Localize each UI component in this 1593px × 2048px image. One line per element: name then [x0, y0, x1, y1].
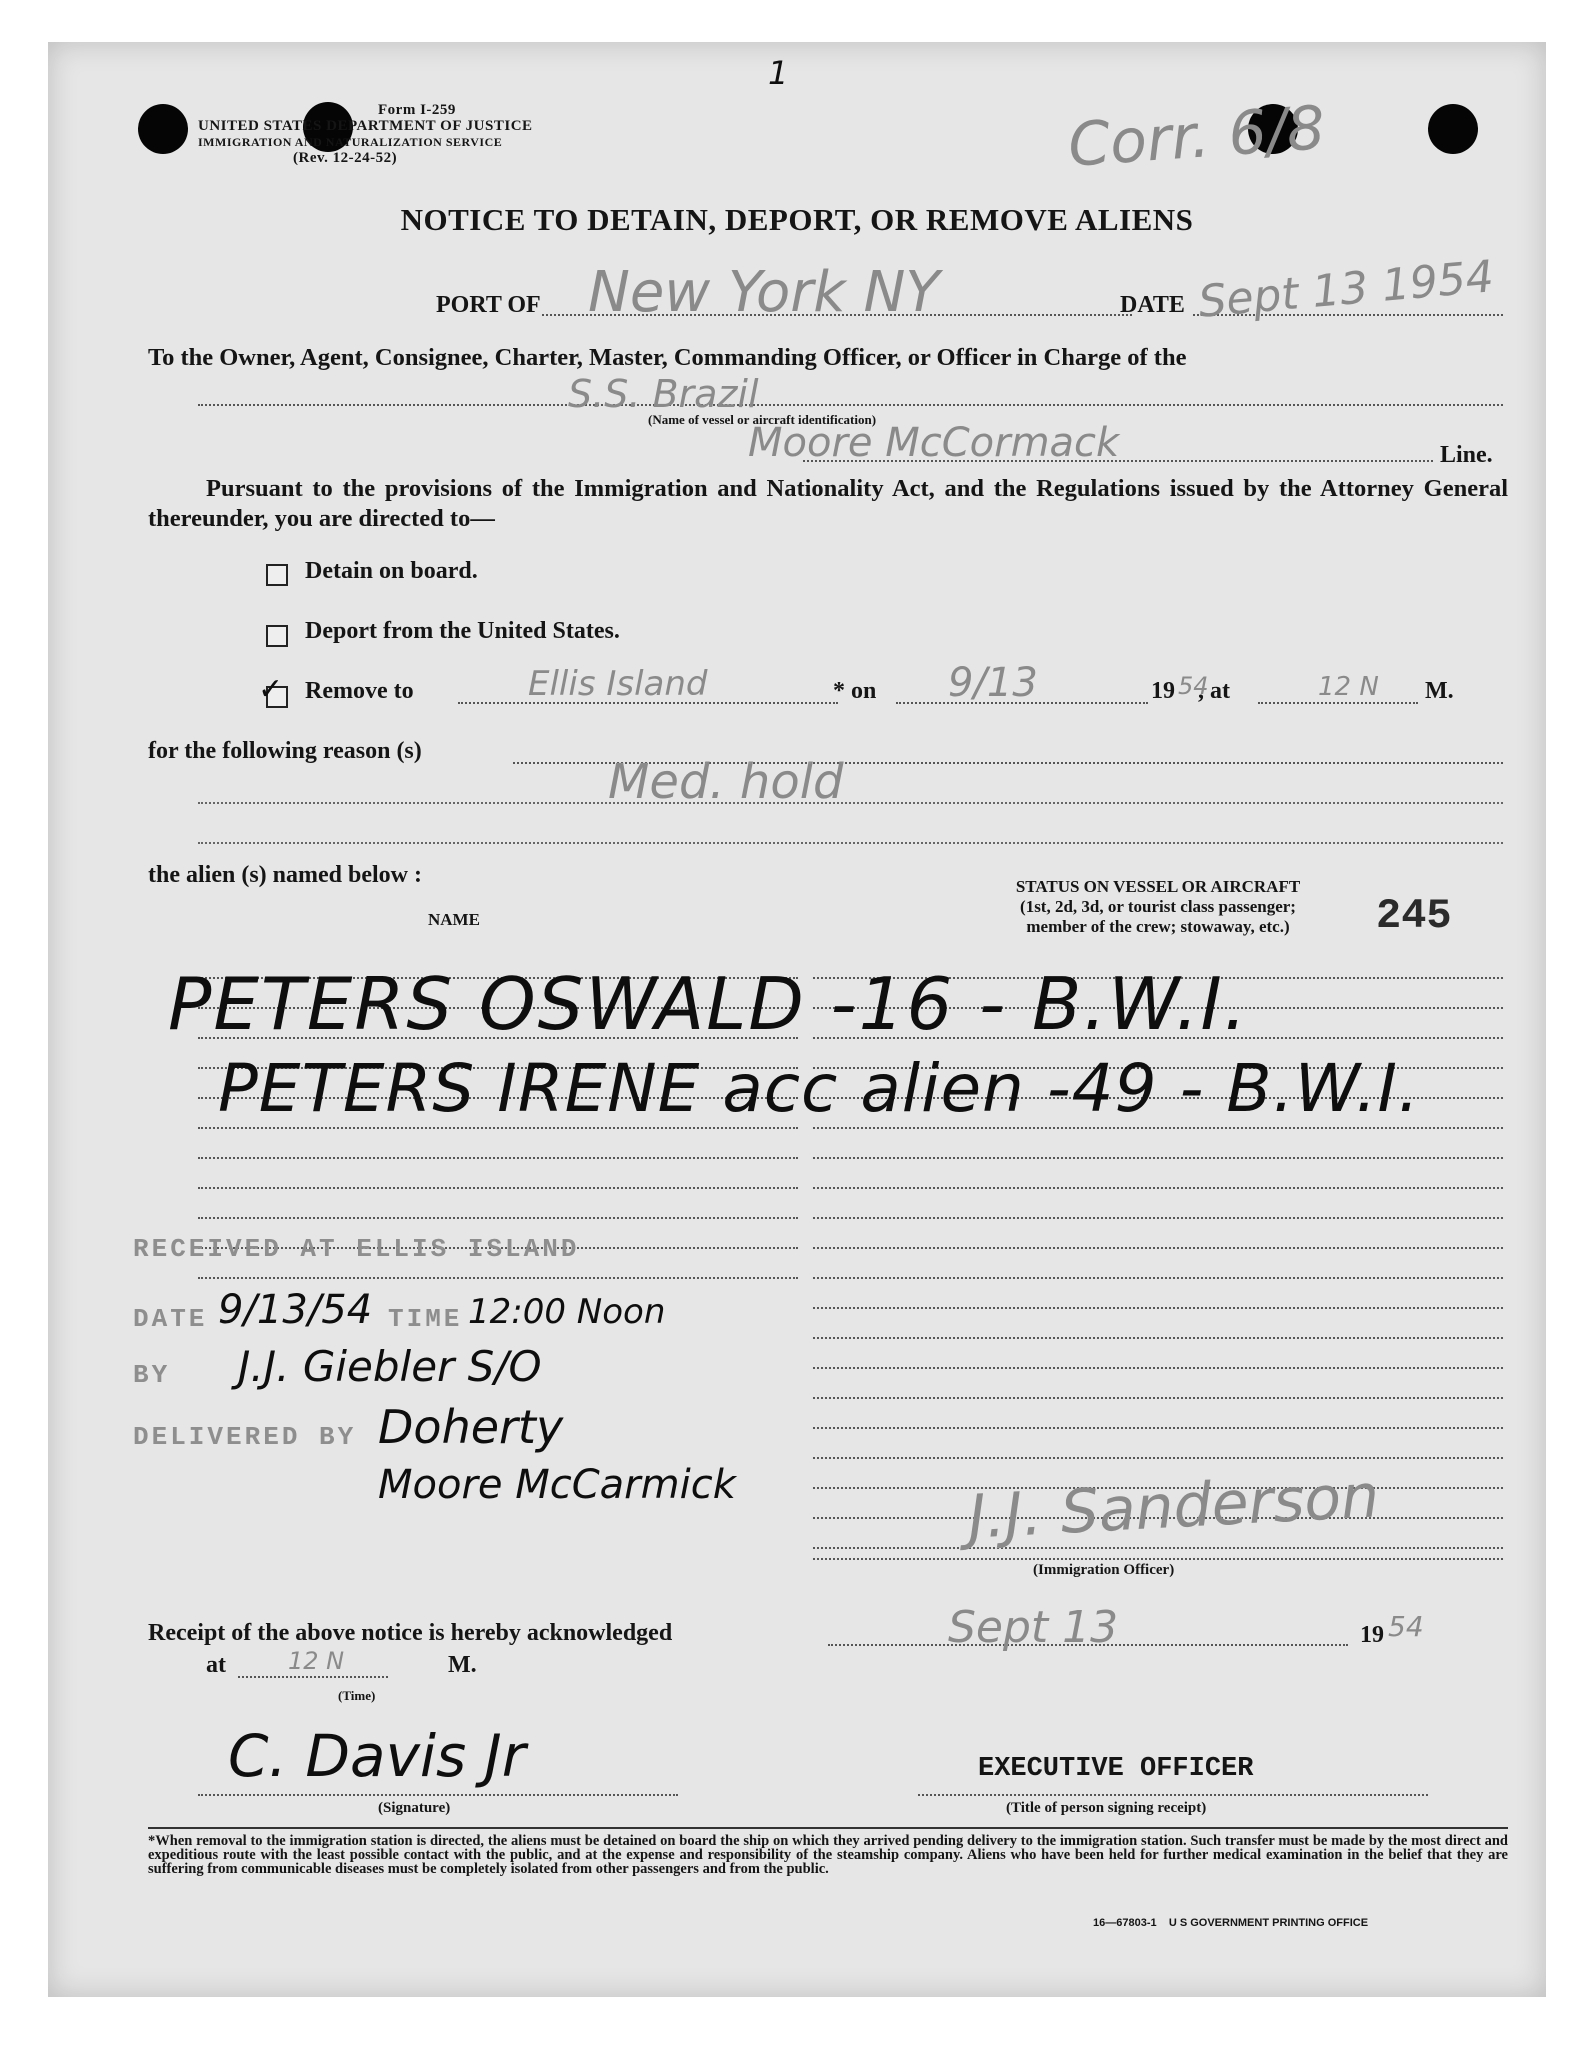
- stamp-date-value: 9/13/54: [218, 1287, 373, 1333]
- on-value: 9/13: [948, 660, 1038, 706]
- form-sheet: [48, 42, 1546, 1997]
- alien-status-row-line: [813, 1187, 1503, 1189]
- receipt-title-value: EXECUTIVE OFFICER: [978, 1754, 1254, 1784]
- stamp-delivered-label: DELIVERED BY: [133, 1422, 357, 1452]
- line-label: Line.: [1440, 442, 1493, 468]
- stamp-date-label: DATE: [133, 1304, 208, 1334]
- corner-note: Corr. 6/8: [1065, 93, 1328, 181]
- status-sub1: (1st, 2d, 3d, or tourist class passenger;: [1020, 897, 1296, 916]
- m-label: M.: [1425, 678, 1454, 704]
- port-label: PORT OF: [436, 292, 541, 318]
- alien-name-row-line: [198, 1157, 798, 1159]
- deport-checkbox[interactable]: [266, 625, 288, 647]
- count-stamp: 245: [1376, 892, 1452, 940]
- receipt-year-value: 54: [1388, 1610, 1424, 1643]
- printer-imprint: 16—67803-1 U S GOVERNMENT PRINTING OFFICE: [1093, 1917, 1369, 1929]
- alien-name-row-line: [198, 1217, 798, 1219]
- detain-checkbox[interactable]: [266, 564, 288, 586]
- officer-signature-line: [813, 1558, 1503, 1560]
- alien-status-row-line: [813, 1247, 1503, 1249]
- receipt-date-value: Sept 13: [948, 1602, 1119, 1653]
- alien-status-row-line: [813, 1127, 1503, 1129]
- vessel-field-line: [198, 404, 1503, 406]
- receipt-at-label: at: [206, 1652, 226, 1678]
- form-revision: (Rev. 12-24-52): [293, 150, 398, 166]
- agency-line2: IMMIGRATION AND NATURALIZATION SERVICE: [198, 135, 503, 149]
- page-mark: 1: [768, 54, 789, 92]
- alien-status-row-line: [813, 1277, 1503, 1279]
- receipt-text: Receipt of the above notice is hereby acknowledged: [148, 1620, 673, 1646]
- on-label: * on: [833, 678, 877, 704]
- date-label: DATE: [1120, 292, 1185, 318]
- officer-signature: J.J. Sanderson: [966, 1461, 1381, 1553]
- alien-status-row-line: [813, 1457, 1503, 1459]
- year-value: 54: [1178, 672, 1209, 700]
- year-prefix: 19: [1151, 678, 1175, 704]
- receipt-m-label: M.: [448, 1652, 477, 1678]
- receipt-year-prefix: 19: [1360, 1622, 1384, 1648]
- officer-caption: (Immigration Officer): [1033, 1562, 1175, 1578]
- reason-field-line-3: [198, 842, 1503, 844]
- footnote: *When removal to the immigration station is directed, the aliens must be detained on board the ship on which they arrived pending delivery to the immigration station. Such transfer must be made by the most direct and expeditious route with the least possible contact with the public, and at the expense and responsibility of the steamship company. Aliens who have been held for further medical examination in the belief that they are suffering from communicable diseases must be completely isolated from other passengers and from the public.: [148, 1833, 1508, 1877]
- punch-hole-right-2: [1428, 104, 1478, 154]
- form-number: Form I-259: [378, 102, 456, 118]
- punch-hole-left-1: [138, 104, 188, 154]
- vessel-value: S.S. Brazil: [568, 372, 759, 416]
- stamp-by-label: BY: [133, 1360, 171, 1390]
- status-header: STATUS ON VESSEL OR AIRCRAFT: [1015, 877, 1301, 896]
- receipt-signature-value: C. Davis Jr: [228, 1722, 526, 1790]
- remove-to-value: Ellis Island: [528, 664, 708, 704]
- footnote-rule: [148, 1827, 1508, 1829]
- stamp-delivered-value: Doherty: [378, 1400, 564, 1454]
- form-title: NOTICE TO DETAIN, DEPORT, OR REMOVE ALIENS: [400, 202, 1194, 237]
- receipt-time-line: [238, 1676, 388, 1678]
- date-value: Sept 13 1954: [1196, 251, 1496, 328]
- stamp-time-value: 12:00 Noon: [468, 1292, 666, 1332]
- at-label: , at: [1198, 678, 1230, 704]
- title-caption: (Title of person signing receipt): [1006, 1800, 1207, 1816]
- signature-caption: (Signature): [378, 1800, 451, 1816]
- aliens-intro: the alien (s) named below :: [148, 862, 422, 888]
- reason-label: for the following reason (s): [148, 738, 422, 764]
- agency-header: [198, 102, 678, 166]
- receipt-title-line: [918, 1794, 1428, 1796]
- alien-status-row-line: [813, 1157, 1503, 1159]
- alien-entry: PETERS IRENE acc alien -49 - B.W.I.: [218, 1050, 1420, 1127]
- to-line: To the Owner, Agent, Consignee, Charter, Master, Commanding Officer, or Officer in Charge of the: [148, 344, 1187, 371]
- alien-name-row-line: [198, 1187, 798, 1189]
- status-column-header: [928, 877, 1388, 937]
- name-column-header: NAME: [428, 910, 480, 929]
- agency-line1: UNITED STATES DEPARTMENT OF JUSTICE: [198, 118, 533, 134]
- detain-label: Detain on board.: [305, 558, 478, 584]
- stamp-by-value: J.J. Giebler S/O: [238, 1342, 542, 1391]
- alien-status-row-line: [813, 1367, 1503, 1369]
- time-value: 12 N: [1318, 672, 1379, 702]
- vessel-caption: (Name of vessel or aircraft identification): [648, 412, 877, 427]
- received-stamp: RECEIVED AT ELLIS ISLAND: [133, 1234, 580, 1264]
- status-sub2: member of the crew; stowaway, etc.): [1026, 917, 1290, 936]
- alien-name-row-line: [198, 1277, 798, 1279]
- reason-field-line-2: [198, 802, 1503, 804]
- directive-text: Pursuant to the provisions of the Immigration and Nationality Act, and the Regulations issued by the Attorney General thereunder, you are directed to—: [148, 475, 1508, 532]
- alien-name-row-line: [198, 1127, 798, 1129]
- alien-entry: PETERS OSWALD -16 - B.W.I.: [168, 962, 1249, 1046]
- alien-status-row-line: [813, 1337, 1503, 1339]
- alien-status-row-line: [813, 1427, 1503, 1429]
- line-value: Moore McCormack: [748, 420, 1120, 466]
- stamp-time-label: TIME: [388, 1304, 463, 1334]
- receipt-signature-line: [198, 1794, 678, 1796]
- alien-status-row-line: [813, 1397, 1503, 1399]
- alien-status-row-line: [813, 1217, 1503, 1219]
- time-field-line: [1258, 702, 1418, 704]
- stamp-company: Moore McCarmick: [378, 1462, 736, 1508]
- reason-value: Med. hold: [608, 754, 844, 810]
- time-caption: (Time): [338, 1688, 376, 1703]
- remove-label: Remove to: [305, 678, 414, 704]
- alien-status-row-line: [813, 1547, 1503, 1549]
- receipt-time-value: 12 N: [288, 1647, 345, 1675]
- port-value: New York NY: [588, 260, 940, 325]
- remove-checkmark-icon: ✓: [258, 672, 284, 707]
- alien-status-row-line: [813, 1307, 1503, 1309]
- deport-label: Deport from the United States.: [305, 618, 620, 644]
